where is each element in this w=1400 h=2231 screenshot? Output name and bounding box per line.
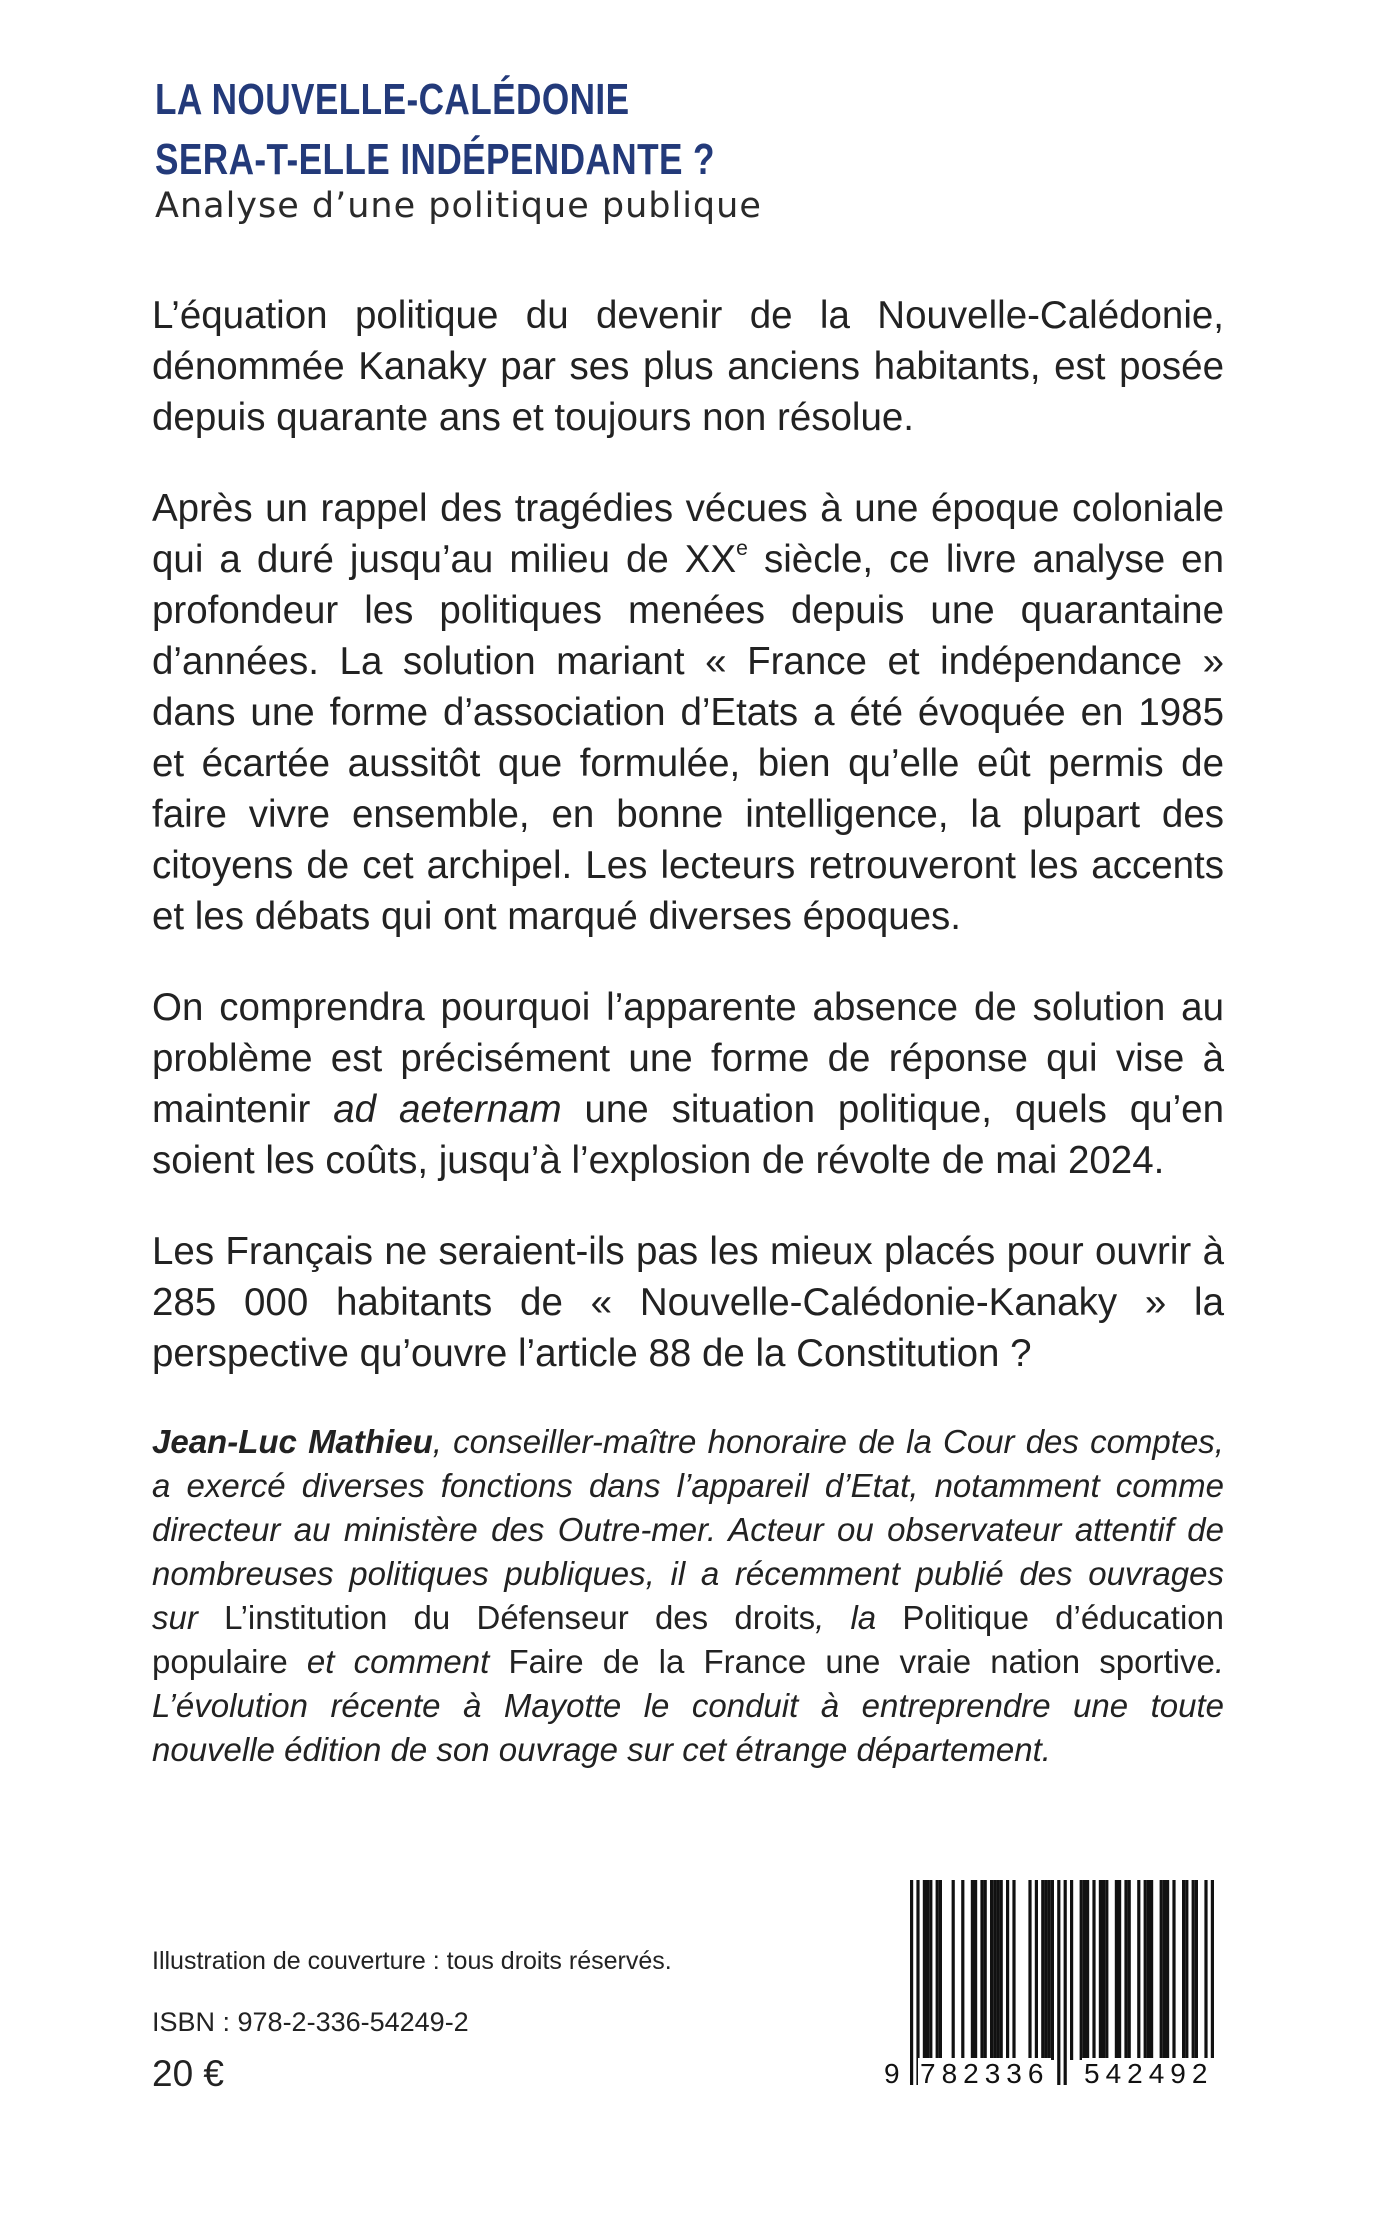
barcode-bar [1035,1880,1038,2060]
isbn: ISBN : 978-2-336-54249-2 [152,2007,469,2037]
barcode-bar [936,1880,939,2060]
title-line-1: LA NOUVELLE-CALÉDONIE [155,75,630,124]
book-subtitle: Analyse d’une politique publique [155,186,762,226]
barcode-bar [1012,1880,1015,2060]
barcode-bar [1006,1880,1009,2060]
barcode-bar [996,1880,999,2060]
barcode-bar [1057,1880,1060,2085]
barcode [882,1880,1242,2095]
barcode-bar [1115,1880,1118,2060]
author-name: Jean-Luc Mathieu [152,1423,433,1460]
century-superscript: e [736,537,748,561]
barcode-bar [980,1880,983,2060]
latin-phrase: ad aeternam [333,1088,562,1131]
barcode-bar [1192,1880,1195,2060]
bio-text-2: , la [815,1599,903,1636]
barcode-bar [1118,1880,1121,2060]
barcode-bar [1185,1880,1188,2060]
blurb-p3-text-b: une situation politique, quels qu’en soient les coûts, jusqu’à l’explosion de révolte de mai 2024. [152,1088,1224,1182]
book-title [155,70,875,190]
blurb-paragraph-1: L’équation politique du devenir de la Nouvelle-Calédonie, dénommée Kanaky par ses plus anciens habitants, est posée depuis quarante ans et toujours non résolue. [152,294,1224,439]
barcode-bar [1070,1880,1073,2060]
barcode-bar [1147,1880,1150,2060]
barcode-bar [1128,1880,1131,2060]
barcode-bar [926,1880,929,2060]
barcode-bar [1105,1880,1108,2060]
barcode-bar [1166,1880,1169,2060]
book-title-2: Politique d’éducation populaire [152,1599,1224,1680]
barcode-bar [1163,1880,1166,2060]
barcode-bar [1044,1880,1047,2060]
barcode-bar [1160,1880,1163,2060]
title-line-2: SERA-T-ELLE INDÉPENDANTE ? [155,135,715,184]
barcode-left-group: 782336 [920,2058,1050,2089]
barcode-bar [923,1880,926,2060]
barcode-bar [939,1880,942,2060]
barcode-bar [1083,1880,1086,2060]
blurb-paragraph-2 [152,483,1224,942]
barcode-bar [1137,1880,1140,2060]
barcode-bar [1102,1880,1105,2060]
barcode-right-group: 542492 [1084,2058,1214,2089]
blurb-p2-text-a: Après un rappel des tragédies vécues à une époque coloniale qui a duré jusqu’au milieu de XX [152,487,1224,581]
barcode-bar [1144,1880,1147,2060]
cover-credits: Illustration de couverture : tous droits réservés. [152,1947,672,1975]
barcode-bar [916,1880,919,2085]
barcode-bar [910,1880,913,2085]
book-title-3: Faire de la France une vraie nation sportive [508,1643,1215,1680]
barcode-bar [952,1880,955,2060]
blurb [152,290,1224,1419]
book-title-1: L’institution du Défenseur des droits [224,1599,816,1636]
barcode-bar [1124,1880,1127,2060]
barcode-bar [1048,1880,1051,2060]
blurb-p2-text-b: siècle, ce livre analyse en profondeur les politiques menées depuis une quarantaine d’années. La solution mariant « France et indépendance » dans une forme d’association d’Etats a été évoquée en 1985 et écartée aussitôt que formulée, bien qu’elle eût permis de faire vivre ensemble, en bonne intelligence, la plupart des citoyens de cet archipel. Les lecteurs retrouveront les accents et les débats qui ont marqué diverses époques. [152,538,1224,938]
barcode-bar [1041,1880,1044,2060]
barcode-bar [1092,1880,1095,2060]
barcode-bar [1000,1880,1003,2060]
barcode-bar [974,1880,977,2060]
barcode-bar [993,1880,996,2060]
barcode-bar [971,1880,974,2060]
barcode-bar [1028,1880,1031,2060]
barcode-bar [1172,1880,1175,2060]
bio-text-3: et comment [287,1643,509,1680]
barcode-lead-digit: 9 [884,2058,900,2089]
barcode-bar [1211,1880,1214,2085]
barcode-bar [990,1880,993,2060]
barcode-bar [1182,1880,1185,2060]
blurb-paragraph-3 [152,982,1224,1186]
barcode-bar [1150,1880,1153,2060]
barcode-bar [1086,1880,1089,2060]
barcode-bar [1099,1880,1102,2060]
bio-text-1: , conseiller-maître honoraire de la Cour des comptes, a exercé diverses fonctions dans l’appareil d’Etat, notamment comme directeur au ministère des Outre-mer. Acteur ou observateur attentif de nombreuses politiques publiques, il a récemment publié des ouvrages sur [152,1423,1224,1636]
bio-text-4: . L’évolution récente à Mayotte le conduit à entreprendre une toute nouvelle édition de son ouvrage sur cet étrange département. [152,1643,1225,1768]
author-bio [152,1420,1224,1772]
barcode-bar [929,1880,932,2060]
barcode-bar [1051,1880,1054,2060]
barcode-bar [984,1880,987,2060]
blurb-p3-text-a: On comprendra pourquoi l’apparente absence de solution au problème est précisément une forme de réponse qui vise à maintenir [152,986,1224,1131]
barcode-bar [1080,1880,1083,2060]
barcode-bar [961,1880,964,2060]
barcode-bar [1195,1880,1198,2060]
blurb-paragraph-4: Les Français ne seraient-ils pas les mieux placés pour ouvrir à 285 000 habitants de « Nouvelle-Calédonie-Kanaky » la perspective qu’ouvre l’article 88 de la Constitution ? [152,1230,1224,1375]
price: 20 € [152,2053,225,2094]
barcode-bar [1204,1880,1207,2085]
barcode-digits [882,2058,1242,2094]
barcode-bar [1064,1880,1067,2085]
